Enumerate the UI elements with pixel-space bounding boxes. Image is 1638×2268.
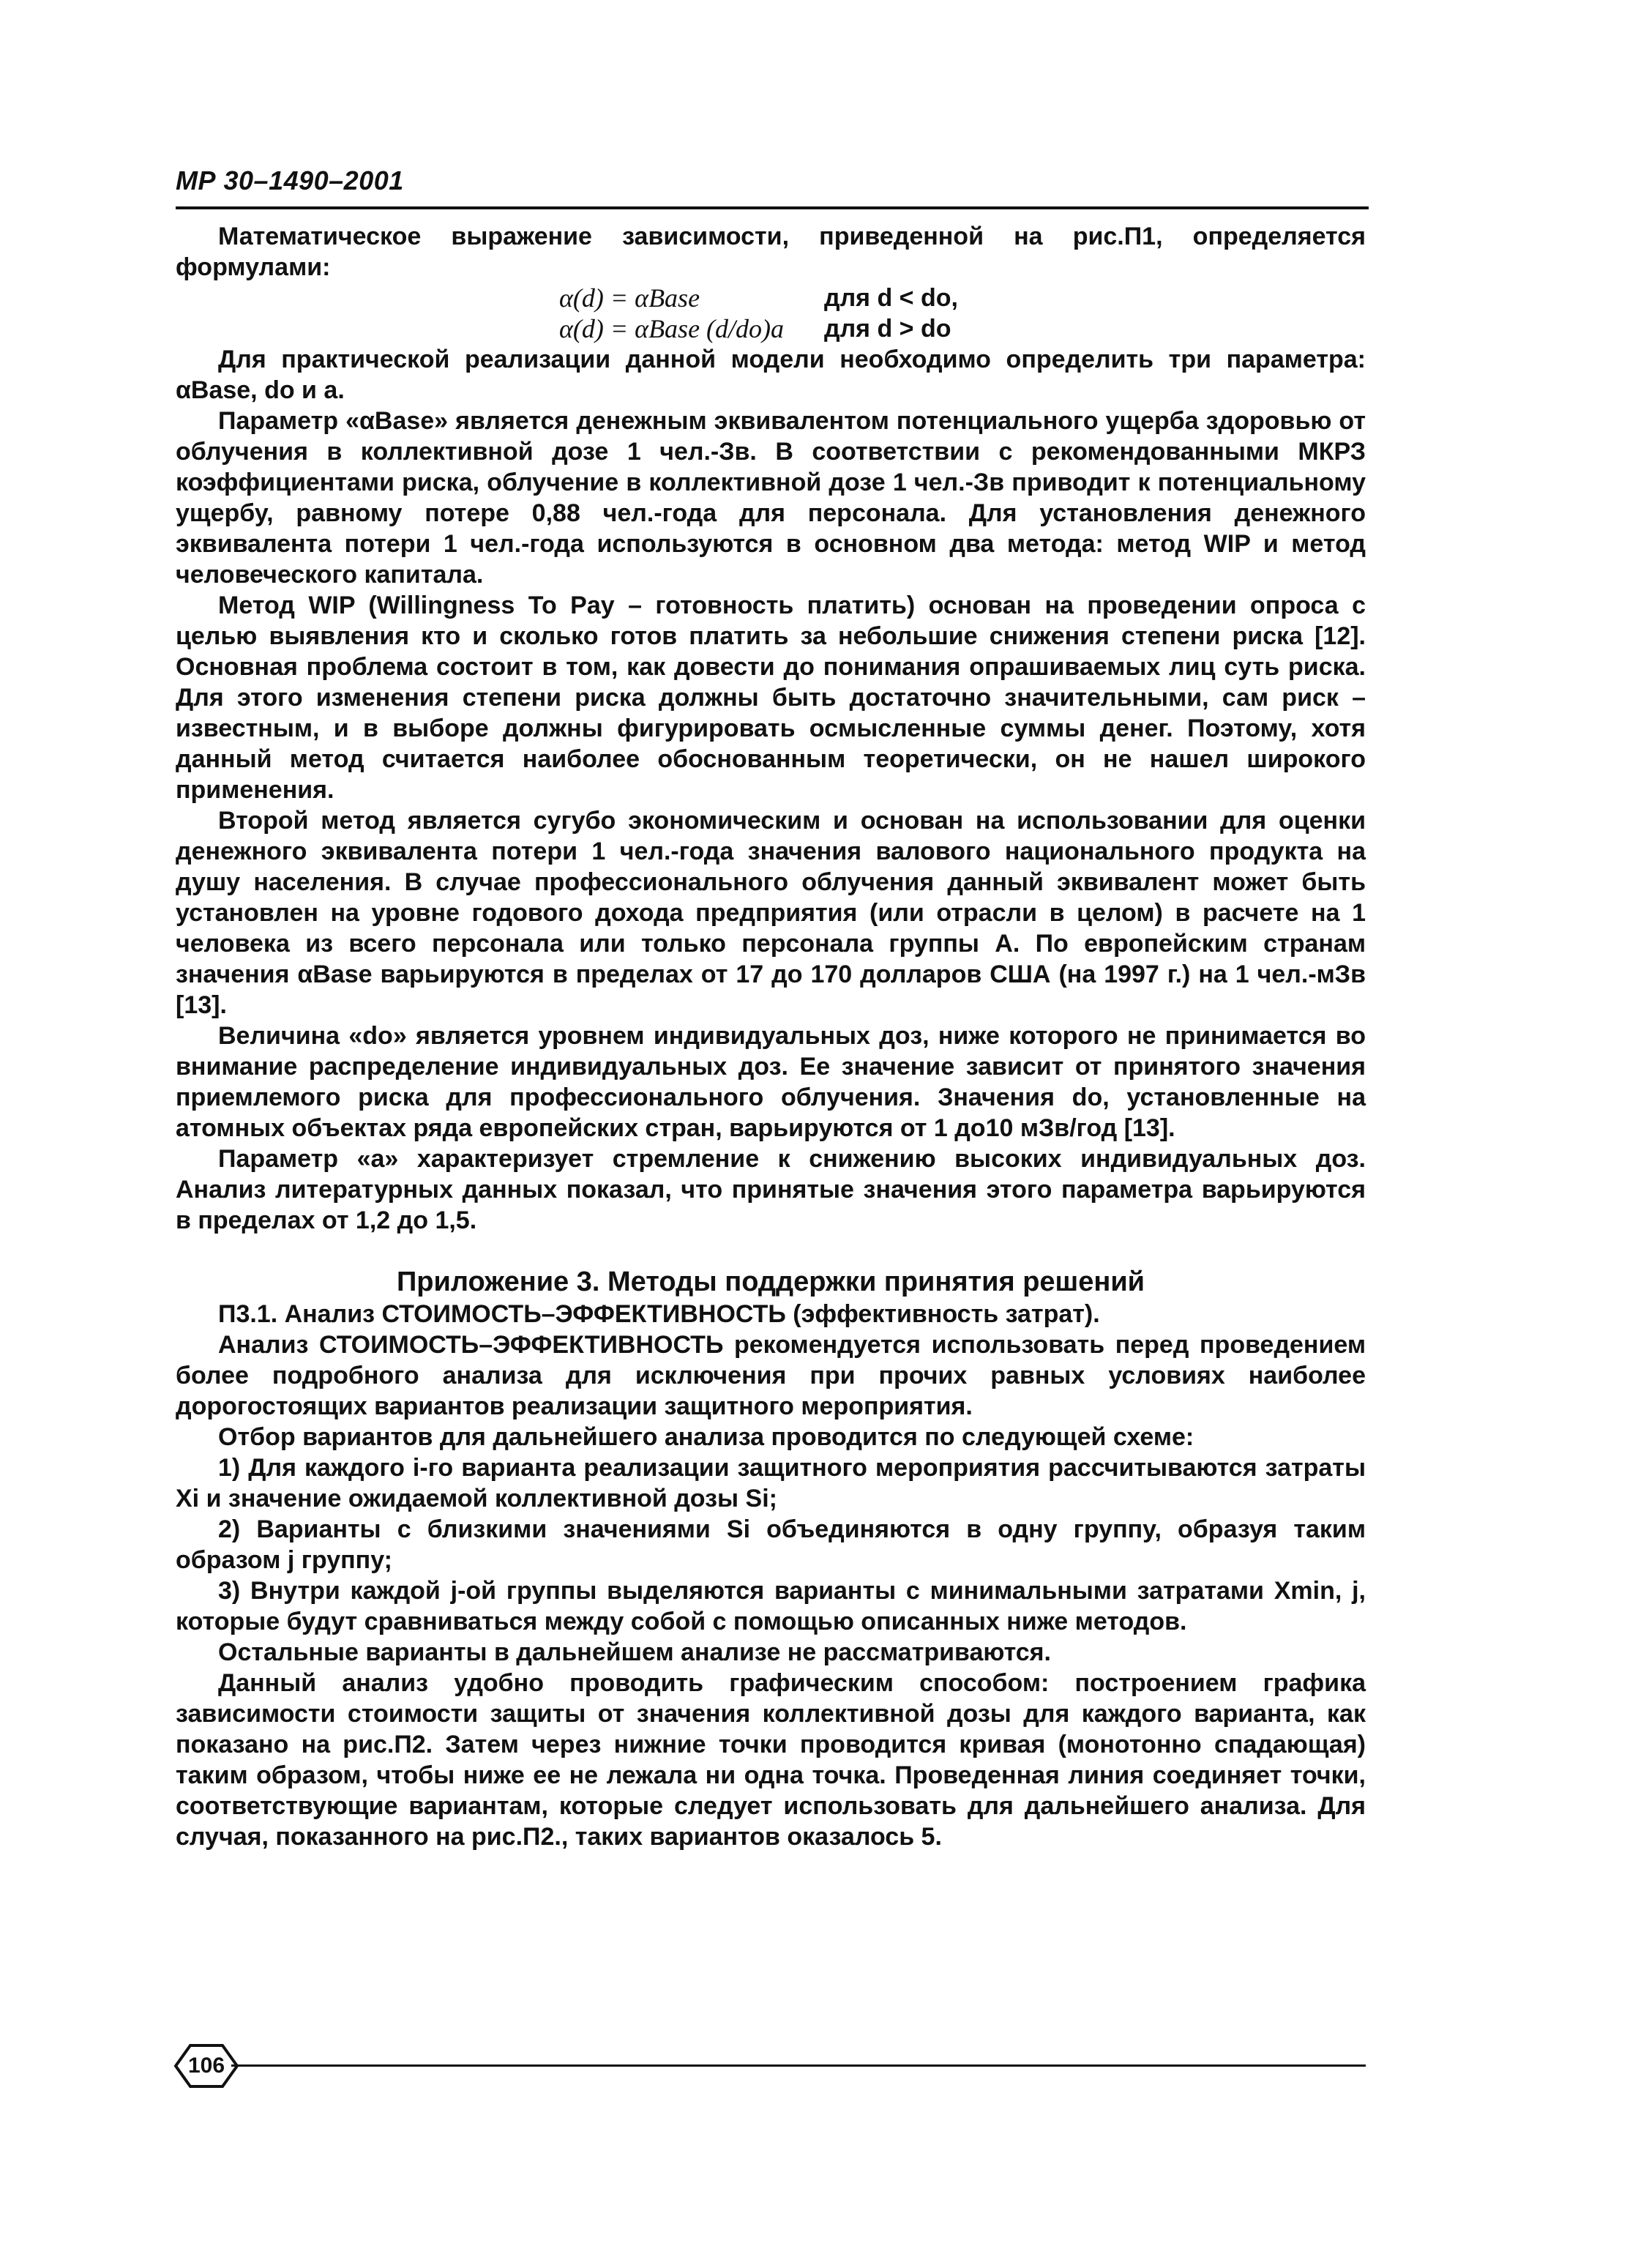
section-paragraph: Данный анализ удобно проводить графическим способом: построением графика зависимости стоимости защиты от значения коллективной дозы для каждого варианта, как показано на рис.П2. Затем через нижние точки проводится кривая (монотонно спадающая) таким образом, чтобы ниже ее не лежала ни одна точка. Проведенная линия соединяет точки, соответствующие вариантам, которые следует использовать для дальнейшего анализа. Для случая, показанного на рис.П2., таких вариантов оказалось 5. xyxy=(176,1669,1366,1851)
section-paragraph: 2) Варианты с близкими значениями Si объединяются в одну группу, образуя таким образом j группу; xyxy=(176,1515,1366,1574)
paragraph: Второй метод является сугубо экономическим и основан на использовании для оценки денежного эквивалента потери 1 чел.-года значения валового национального продукта на душу населения. В случае профессионального облучения данный эквивалент может быть установлен на уровне годового дохода предприятия (или отрасли в целом) в расчете на 1 человека из всего персонала или только персонала группы А. По европейским странам значения αBase варьируются в пределах от 17 до 170 долларов США (на 1997 г.) на 1 чел.-мЗв [13]. xyxy=(176,807,1366,1019)
section-paragraph: П3.1. Анализ СТОИМОСТЬ–ЭФФЕКТИВНОСТЬ (эффективность затрат). xyxy=(218,1300,1100,1328)
formula-condition: для d > do xyxy=(824,315,951,343)
section-paragraph: 3) Внутри каждой j-ой группы выделяются варианты с минимальными затратами Xmin, j, которые будут сравниваться между собой с помощью описанных ниже методов. xyxy=(176,1577,1366,1635)
section-paragraph: Анализ СТОИМОСТЬ–ЭФФЕКТИВНОСТЬ рекомендуется использовать перед проведением более подробного анализа для исключения при прочих равных условиях наиболее дорогостоящих вариантов реализации защитного мероприятия. xyxy=(176,1331,1366,1420)
formula-condition: для d < do, xyxy=(824,284,958,312)
paragraph: Метод WIP (Willingness To Pay – готовность платить) основан на проведении опроса с целью выявления кто и сколько готов платить за небольшие снижения степени риска [12]. Основная проблема состоит в том, как довести до понимания опрашиваемых лиц суть риска. Для этого изменения степени риска должны быть достаточно значительными, сам риск – известным, и в выборе должны фигурировать осмысленные суммы денег. Поэтому, хотя данный метод считается наиболее обоснованным теоретически, он не нашел широкого применения. xyxy=(176,592,1366,804)
paragraph: Математическое выражение зависимости, приведенной на рис.П1, определяется формулами: xyxy=(176,223,1366,281)
page-number: 106 xyxy=(187,2053,225,2078)
formula-expression: α(d) = αBase xyxy=(559,283,700,313)
formula-expression: α(d) = αBase (d/do)a xyxy=(559,314,785,343)
section-paragraph: Остальные варианты в дальнейшем анализе не рассматриваются. xyxy=(218,1638,1051,1666)
header-rule xyxy=(176,206,1369,209)
page-number-badge xyxy=(173,2043,240,2089)
paragraph: Величина «do» является уровнем индивидуальных доз, ниже которого не принимается во внимание распределение индивидуальных доз. Ее значение зависит от принятого значения приемлемого риска для профессионального облучения. Значения do, установленные на атомных объектах ряда европейских стран, варьируются от 1 до10 мЗв/год [13]. xyxy=(176,1022,1366,1142)
paragraph: Параметр «a» характеризует стремление к снижению высоких индивидуальных доз. Анализ литературных данных показал, что принятые значения этого параметра варьируются в пределах от 1,2 до 1,5. xyxy=(176,1145,1366,1234)
section-paragraph: 1) Для каждого i-го варианта реализации защитного мероприятия рассчитываются затраты Xi и значение ожидаемой коллективной дозы Si; xyxy=(176,1454,1366,1512)
section-paragraph: Отбор вариантов для дальнейшего анализа проводится по следующей схеме: xyxy=(218,1423,1194,1451)
paragraph: Для практической реализации данной модели необходимо определить три параметра: αBase, do и a. xyxy=(176,346,1366,404)
footer-rule xyxy=(231,2064,1366,2067)
formula-block xyxy=(176,283,1366,344)
page-body xyxy=(176,221,1366,1852)
document-code-header: МР 30–1490–2001 xyxy=(176,165,404,195)
paragraph: Параметр «αBase» является денежным эквивалентом потенциального ущерба здоровью от облучения в коллективной дозе 1 чел.-Зв. В соответствии с рекомендованными МКРЗ коэффициентами риска, облучение в коллективной дозе 1 чел.-Зв приводит к потенциальному ущербу, равному потере 0,88 чел.-года для персонала. Для установления денежного эквивалента потери 1 чел.-года используются в основном два метода: метод WIP и метод человеческого капитала. xyxy=(176,407,1366,589)
section-title: Приложение 3. Методы поддержки принятия решений xyxy=(396,1267,1145,1297)
